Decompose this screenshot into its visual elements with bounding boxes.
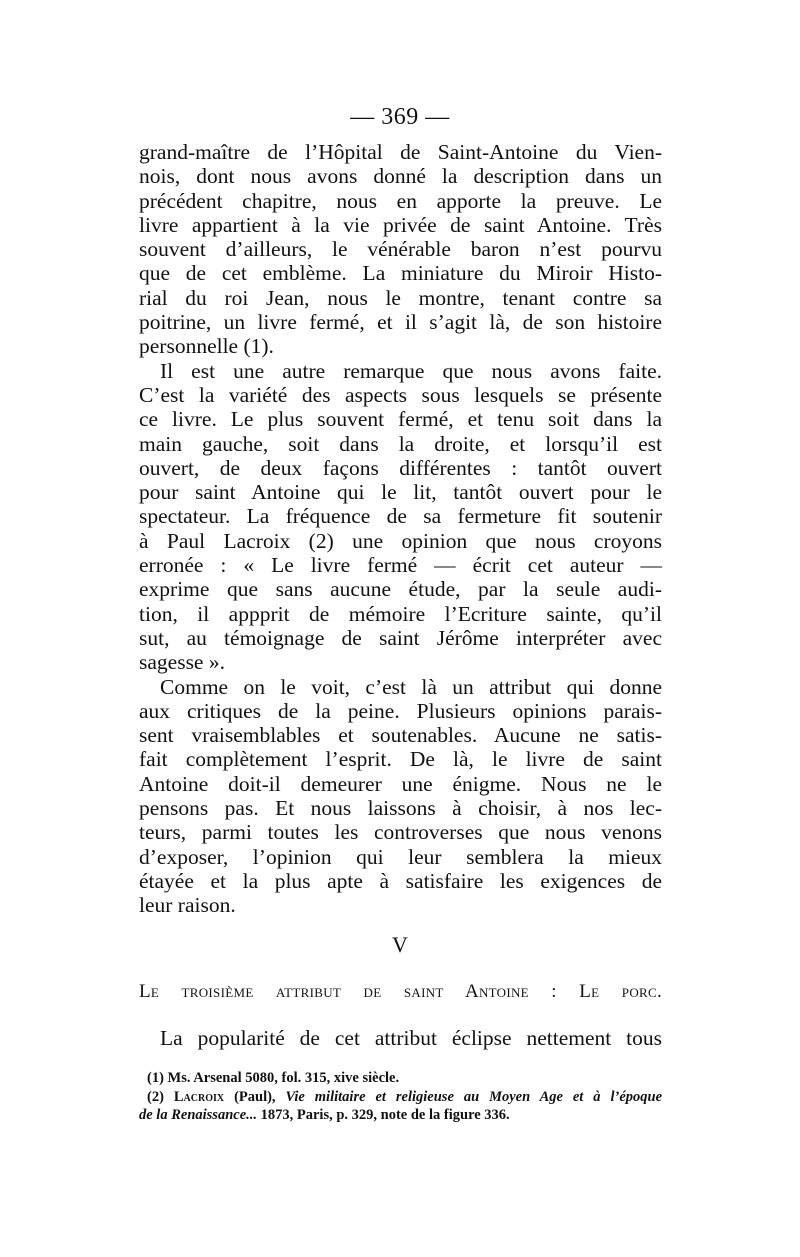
body-line: à Paul Lacroix (2) une opinion que nous croyons bbox=[139, 528, 662, 553]
footnote-2-rest: 1873, Paris, p. 329, note de la figure 336. bbox=[257, 1107, 510, 1123]
footnote-2-title-cont: de la Renaissance... bbox=[139, 1107, 258, 1123]
body-line: C’est la variété des aspects sous lesquels se présente bbox=[139, 382, 662, 407]
body-line: aux critiques de la peine. Plusieurs opinions parais- bbox=[139, 698, 662, 723]
section-numeral: V bbox=[392, 932, 408, 957]
body-line: exprime que sans aucune étude, par la seule audi- bbox=[139, 577, 662, 602]
body-line: livre appartient à la vie privée de saint Antoine. Très bbox=[139, 212, 662, 237]
footnote-2-marker: (2) bbox=[147, 1088, 164, 1105]
body-line: ouvert, de deux façons différentes : tantôt ouvert bbox=[139, 455, 662, 480]
body-line: sagesse ». bbox=[139, 650, 225, 675]
body-line: fait complètement l’esprit. De là, le livre de saint bbox=[139, 747, 662, 772]
body-line: personnelle (1). bbox=[139, 334, 274, 359]
section-title: Le troisième attribut de saint Antoine : Le porc. bbox=[139, 981, 662, 1002]
body-line: main gauche, soit dans la droite, et lorsqu’il est bbox=[139, 431, 662, 456]
body-line: Antoine doit-il demeurer une énigme. Nous ne le bbox=[139, 771, 662, 796]
body-line: poitrine, un livre fermé, et il s’agit là, de son histoire bbox=[139, 310, 662, 335]
footnote-2 bbox=[139, 1088, 662, 1107]
body-line: nois, dont nous avons donné la description dans un bbox=[139, 164, 662, 189]
footnote-1: (1) Ms. Arsenal 5080, fol. 315, xive siècle. bbox=[147, 1070, 400, 1086]
footnote-2-continued bbox=[139, 1106, 662, 1125]
body-line: souvent d’ailleurs, le vénérable baron n’est pourvu bbox=[139, 237, 662, 262]
body-line: tion, il appprit de mémoire l’Ecriture sainte, qu’il bbox=[139, 601, 662, 626]
body-line: sent vraisemblables et soutenables. Aucune ne satis- bbox=[139, 723, 662, 748]
section-first-line: La popularité de cet attribut éclipse nettement tous bbox=[160, 1026, 662, 1050]
body-line: erronée : « Le livre fermé — écrit cet auteur — bbox=[139, 553, 662, 578]
page-number: — 369 — bbox=[350, 104, 450, 130]
body-line: d’exposer, l’opinion qui leur semblera la mieux bbox=[139, 844, 662, 869]
body-line: Il est une autre remarque que nous avons faite. bbox=[160, 358, 662, 383]
footnote-2-title: Vie militaire et religieuse au Moyen Age et à l’époque bbox=[285, 1088, 663, 1105]
body-line: que de cet emblème. La miniature du Miroir Histo- bbox=[139, 261, 662, 286]
footnotes bbox=[139, 1069, 662, 1125]
body-line: spectateur. La fréquence de sa fermeture fit soutenir bbox=[139, 504, 662, 529]
body-line: étayée et la plus apte à satisfaire les exigences de bbox=[139, 868, 662, 893]
body-line: pensons pas. Et nous laissons à choisir, à nos lec- bbox=[139, 796, 662, 821]
body-line: grand-maître de l’Hôpital de Saint-Antoine du Vien- bbox=[139, 140, 662, 164]
body-line: pour saint Antoine qui le lit, tantôt ouvert pour le bbox=[139, 480, 662, 505]
footnote-2-author-first: (Paul), bbox=[234, 1088, 276, 1105]
body-line: précédent chapitre, nous en apporte la preuve. Le bbox=[139, 188, 662, 213]
body-text bbox=[139, 140, 662, 918]
body-line: rial du roi Jean, nous le montre, tenant contre sa bbox=[139, 285, 662, 310]
footnote-2-author: Lacroix bbox=[173, 1088, 225, 1105]
body-line: leur raison. bbox=[139, 893, 236, 918]
body-line: ce livre. Le plus souvent fermé, et tenu soit dans la bbox=[139, 407, 662, 432]
body-line: teurs, parmi toutes les controverses que nous venons bbox=[139, 820, 662, 845]
body-line: sut, au témoignage de saint Jérôme interpréter avec bbox=[139, 625, 662, 650]
body-line: Comme on le voit, c’est là un attribut qui donne bbox=[160, 674, 662, 699]
